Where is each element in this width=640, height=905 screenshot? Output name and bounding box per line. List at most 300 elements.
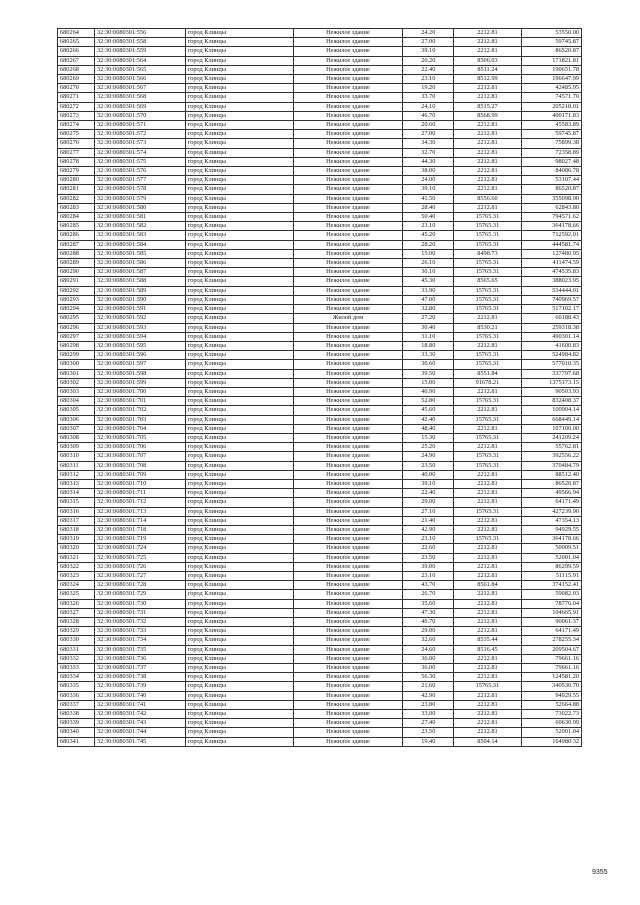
- row-number-cell: 680279: [58, 167, 95, 176]
- area-cell: 31.10: [403, 332, 454, 341]
- area-cell: 45.20: [403, 231, 454, 240]
- cadastral-value-cell: 164980.32: [521, 737, 581, 746]
- cadastral-value-cell: 340530.70: [521, 682, 581, 691]
- specific-value-cell: 8506.03: [454, 56, 522, 65]
- cadastral-value-cell: 53550.00: [521, 29, 581, 38]
- cadastral-number-cell: 32:30:0080301:702: [94, 406, 185, 415]
- table-row: [58, 452, 582, 461]
- cadastral-number-cell: 32:30:0080301:737: [94, 664, 185, 673]
- specific-value-cell: 2212.81: [454, 314, 522, 323]
- object-type-cell: Нежилое здание: [293, 176, 403, 185]
- row-number-cell: 680333: [58, 664, 95, 673]
- cadastral-value-cell: 45583.89: [521, 121, 581, 130]
- area-cell: 24.00: [403, 176, 454, 185]
- cadastral-value-table: [57, 28, 582, 747]
- object-type-cell: Нежилое здание: [293, 452, 403, 461]
- object-type-cell: Нежилое здание: [293, 424, 403, 433]
- object-type-cell: Нежилое здание: [293, 470, 403, 479]
- cadastral-value-cell: 517102.17: [521, 305, 581, 314]
- cadastral-number-cell: 32:30:0080301:573: [94, 139, 185, 148]
- area-cell: 27.00: [403, 130, 454, 139]
- cadastral-number-cell: 32:30:0080301:728: [94, 581, 185, 590]
- specific-value-cell: 2212.81: [454, 130, 522, 139]
- area-cell: 42.90: [403, 691, 454, 700]
- specific-value-cell: 91678.21: [454, 378, 522, 387]
- cadastral-value-cell: 51115.91: [521, 571, 581, 580]
- object-type-cell: Нежилое здание: [293, 341, 403, 350]
- locality-cell: город Клинцы: [185, 590, 293, 599]
- object-type-cell: Нежилое здание: [293, 645, 403, 654]
- locality-cell: город Клинцы: [185, 433, 293, 442]
- row-number-cell: 680341: [58, 737, 95, 746]
- table-row: [58, 139, 582, 148]
- table-row: [58, 608, 582, 617]
- cadastral-number-cell: 32:30:0080301:566: [94, 75, 185, 84]
- cadastral-number-cell: 32:30:0080301:570: [94, 111, 185, 120]
- specific-value-cell: 15765.31: [454, 240, 522, 249]
- locality-cell: город Клинцы: [185, 498, 293, 507]
- cadastral-number-cell: 32:30:0080301:588: [94, 277, 185, 286]
- table-row: [58, 130, 582, 139]
- row-number-cell: 680319: [58, 535, 95, 544]
- table-row: [58, 341, 582, 350]
- row-number-cell: 680324: [58, 581, 95, 590]
- area-cell: 40.70: [403, 618, 454, 627]
- table-row: [58, 470, 582, 479]
- cadastral-number-cell: 32:30:0080301:598: [94, 369, 185, 378]
- table-row: [58, 121, 582, 130]
- object-type-cell: Нежилое здание: [293, 397, 403, 406]
- row-number-cell: 680340: [58, 728, 95, 737]
- area-cell: 50.40: [403, 213, 454, 222]
- table-row: [58, 194, 582, 203]
- specific-value-cell: 2212.81: [454, 443, 522, 452]
- cadastral-value-cell: 1375173.15: [521, 378, 581, 387]
- object-type-cell: Нежилое здание: [293, 249, 403, 258]
- table-row: [58, 673, 582, 682]
- locality-cell: город Клинцы: [185, 130, 293, 139]
- cadastral-value-cell: 364178.66: [521, 222, 581, 231]
- area-cell: 24.10: [403, 102, 454, 111]
- area-cell: 27.40: [403, 719, 454, 728]
- area-cell: 32.70: [403, 148, 454, 157]
- specific-value-cell: 2212.81: [454, 544, 522, 553]
- specific-value-cell: 2212.81: [454, 627, 522, 636]
- table-row: [58, 268, 582, 277]
- object-type-cell: Нежилое здание: [293, 461, 403, 470]
- object-type-cell: Нежилое здание: [293, 581, 403, 590]
- cadastral-value-cell: 55762.81: [521, 443, 581, 452]
- locality-cell: город Клинцы: [185, 314, 293, 323]
- area-cell: 23.50: [403, 461, 454, 470]
- area-cell: 45.60: [403, 406, 454, 415]
- row-number-cell: 680325: [58, 590, 95, 599]
- locality-cell: город Клинцы: [185, 571, 293, 580]
- table-row: [58, 406, 582, 415]
- object-type-cell: Нежилое здание: [293, 507, 403, 516]
- row-number-cell: 680320: [58, 544, 95, 553]
- row-number-cell: 680285: [58, 222, 95, 231]
- object-type-cell: Нежилое здание: [293, 369, 403, 378]
- specific-value-cell: 2212.81: [454, 700, 522, 709]
- cadastral-value-cell: 411474.59: [521, 259, 581, 268]
- row-number-cell: 680300: [58, 360, 95, 369]
- specific-value-cell: 2212.81: [454, 176, 522, 185]
- specific-value-cell: 2212.81: [454, 608, 522, 617]
- cadastral-number-cell: 32:30:0080301:597: [94, 360, 185, 369]
- row-number-cell: 680292: [58, 286, 95, 295]
- object-type-cell: Нежилое здание: [293, 231, 403, 240]
- object-type-cell: Нежилое здание: [293, 148, 403, 157]
- row-number-cell: 680268: [58, 65, 95, 74]
- area-cell: 33.00: [403, 710, 454, 719]
- row-number-cell: 680326: [58, 599, 95, 608]
- locality-cell: город Клинцы: [185, 627, 293, 636]
- specific-value-cell: 15765.31: [454, 507, 522, 516]
- table-row: [58, 728, 582, 737]
- row-number-cell: 680311: [58, 461, 95, 470]
- cadastral-value-cell: 190651.78: [521, 65, 581, 74]
- row-number-cell: 680282: [58, 194, 95, 203]
- area-cell: 33.70: [403, 93, 454, 102]
- table-row: [58, 645, 582, 654]
- cadastral-number-cell: 32:30:0080301:594: [94, 332, 185, 341]
- table-row: [58, 213, 582, 222]
- area-cell: 15.30: [403, 433, 454, 442]
- area-cell: 42.40: [403, 415, 454, 424]
- area-cell: 27.00: [403, 38, 454, 47]
- locality-cell: город Клинцы: [185, 387, 293, 396]
- object-type-cell: Нежилое здание: [293, 535, 403, 544]
- area-cell: 24.20: [403, 29, 454, 38]
- specific-value-cell: 2212.81: [454, 148, 522, 157]
- cadastral-value-cell: 59745.87: [521, 38, 581, 47]
- cadastral-number-cell: 32:30:0080301:576: [94, 167, 185, 176]
- cadastral-value-cell: 364178.66: [521, 535, 581, 544]
- cadastral-number-cell: 32:30:0080301:706: [94, 443, 185, 452]
- cadastral-number-cell: 32:30:0080301:590: [94, 295, 185, 304]
- row-number-cell: 680313: [58, 479, 95, 488]
- locality-cell: город Клинцы: [185, 378, 293, 387]
- specific-value-cell: 2212.81: [454, 673, 522, 682]
- specific-value-cell: 2212.81: [454, 691, 522, 700]
- object-type-cell: Нежилое здание: [293, 728, 403, 737]
- row-number-cell: 680294: [58, 305, 95, 314]
- specific-value-cell: 8512.99: [454, 75, 522, 84]
- cadastral-value-cell: 444581.74: [521, 240, 581, 249]
- cadastral-value-cell: 490301.14: [521, 332, 581, 341]
- specific-value-cell: 2212.81: [454, 618, 522, 627]
- locality-cell: город Клинцы: [185, 295, 293, 304]
- cadastral-number-cell: 32:30:0080301:700: [94, 387, 185, 396]
- cadastral-number-cell: 32:30:0080301:733: [94, 627, 185, 636]
- table-row: [58, 295, 582, 304]
- locality-cell: город Клинцы: [185, 369, 293, 378]
- table-row: [58, 553, 582, 562]
- row-number-cell: 680304: [58, 397, 95, 406]
- object-type-cell: Нежилое здание: [293, 571, 403, 580]
- cadastral-value-cell: 73022.73: [521, 710, 581, 719]
- row-number-cell: 680275: [58, 130, 95, 139]
- locality-cell: город Клинцы: [185, 268, 293, 277]
- row-number-cell: 680301: [58, 369, 95, 378]
- table-row: [58, 664, 582, 673]
- row-number-cell: 680334: [58, 673, 95, 682]
- locality-cell: город Клинцы: [185, 213, 293, 222]
- table-row: [58, 222, 582, 231]
- specific-value-cell: 2212.81: [454, 29, 522, 38]
- specific-value-cell: 8498.73: [454, 249, 522, 258]
- row-number-cell: 680280: [58, 176, 95, 185]
- specific-value-cell: 2212.81: [454, 470, 522, 479]
- cadastral-value-cell: 577010.35: [521, 360, 581, 369]
- cadastral-number-cell: 32:30:0080301:713: [94, 507, 185, 516]
- row-number-cell: 680335: [58, 682, 95, 691]
- area-cell: 18.80: [403, 341, 454, 350]
- cadastral-value-cell: 64171.49: [521, 498, 581, 507]
- cadastral-number-cell: 32:30:0080301:584: [94, 240, 185, 249]
- area-cell: 23.10: [403, 222, 454, 231]
- area-cell: 40.00: [403, 470, 454, 479]
- object-type-cell: Нежилое здание: [293, 590, 403, 599]
- table-row: [58, 38, 582, 47]
- cadastral-value-cell: 86520.87: [521, 47, 581, 56]
- locality-cell: город Клинцы: [185, 139, 293, 148]
- locality-cell: город Клинцы: [185, 249, 293, 258]
- object-type-cell: Нежилое здание: [293, 213, 403, 222]
- area-cell: 21.60: [403, 682, 454, 691]
- specific-value-cell: 15765.31: [454, 305, 522, 314]
- locality-cell: город Клинцы: [185, 608, 293, 617]
- locality-cell: город Клинцы: [185, 121, 293, 130]
- table-row: [58, 443, 582, 452]
- locality-cell: город Клинцы: [185, 544, 293, 553]
- cadastral-number-cell: 32:30:0080301:574: [94, 148, 185, 157]
- table-row: [58, 148, 582, 157]
- object-type-cell: Нежилое здание: [293, 682, 403, 691]
- locality-cell: город Клинцы: [185, 553, 293, 562]
- object-type-cell: Нежилое здание: [293, 700, 403, 709]
- table-row: [58, 277, 582, 286]
- row-number-cell: 680314: [58, 489, 95, 498]
- object-type-cell: Нежилое здание: [293, 38, 403, 47]
- table-row: [58, 360, 582, 369]
- row-number-cell: 680287: [58, 240, 95, 249]
- row-number-cell: 680289: [58, 259, 95, 268]
- table-row: [58, 590, 582, 599]
- specific-value-cell: 2212.81: [454, 121, 522, 130]
- cadastral-value-cell: 400171.83: [521, 111, 581, 120]
- row-number-cell: 680271: [58, 93, 95, 102]
- specific-value-cell: 2212.81: [454, 516, 522, 525]
- locality-cell: город Клинцы: [185, 102, 293, 111]
- row-number-cell: 680318: [58, 525, 95, 534]
- specific-value-cell: 8504.14: [454, 737, 522, 746]
- locality-cell: город Клинцы: [185, 240, 293, 249]
- cadastral-number-cell: 32:30:0080301:735: [94, 645, 185, 654]
- area-cell: 38.00: [403, 167, 454, 176]
- specific-value-cell: 2212.81: [454, 719, 522, 728]
- cadastral-value-cell: 209504.67: [521, 645, 581, 654]
- locality-cell: город Клинцы: [185, 691, 293, 700]
- locality-cell: город Клинцы: [185, 277, 293, 286]
- table-row: [58, 167, 582, 176]
- area-cell: 46.70: [403, 111, 454, 120]
- specific-value-cell: 8515.27: [454, 102, 522, 111]
- area-cell: 20.60: [403, 121, 454, 130]
- cadastral-number-cell: 32:30:0080301:556: [94, 29, 185, 38]
- table-row: [58, 571, 582, 580]
- area-cell: 23.10: [403, 571, 454, 580]
- specific-value-cell: 15765.31: [454, 222, 522, 231]
- area-cell: 20.20: [403, 56, 454, 65]
- area-cell: 29.00: [403, 627, 454, 636]
- cadastral-number-cell: 32:30:0080301:710: [94, 479, 185, 488]
- table-row: [58, 29, 582, 38]
- locality-cell: город Клинцы: [185, 618, 293, 627]
- locality-cell: город Клинцы: [185, 452, 293, 461]
- table-row: [58, 525, 582, 534]
- locality-cell: город Клинцы: [185, 581, 293, 590]
- table-row: [58, 618, 582, 627]
- cadastral-value-cell: 370484.79: [521, 461, 581, 470]
- object-type-cell: Нежилое здание: [293, 406, 403, 415]
- object-type-cell: Нежилое здание: [293, 286, 403, 295]
- row-number-cell: 680338: [58, 710, 95, 719]
- cadastral-value-cell: 84086.78: [521, 167, 581, 176]
- specific-value-cell: 2212.81: [454, 185, 522, 194]
- specific-value-cell: 8516.45: [454, 645, 522, 654]
- locality-cell: город Клинцы: [185, 673, 293, 682]
- area-cell: 39.50: [403, 369, 454, 378]
- cadastral-number-cell: 32:30:0080301:729: [94, 590, 185, 599]
- object-type-cell: Нежилое здание: [293, 65, 403, 74]
- object-type-cell: Нежилое здание: [293, 479, 403, 488]
- row-number-cell: 680299: [58, 351, 95, 360]
- row-number-cell: 680310: [58, 452, 95, 461]
- cadastral-value-cell: 668449.14: [521, 415, 581, 424]
- row-number-cell: 680270: [58, 84, 95, 93]
- area-cell: 39.10: [403, 479, 454, 488]
- object-type-cell: Нежилое здание: [293, 415, 403, 424]
- cadastral-number-cell: 32:30:0080301:583: [94, 231, 185, 240]
- object-type-cell: Нежилое здание: [293, 139, 403, 148]
- area-cell: 34.30: [403, 139, 454, 148]
- cadastral-value-cell: 86520.87: [521, 479, 581, 488]
- object-type-cell: Нежилое здание: [293, 360, 403, 369]
- object-type-cell: Нежилое здание: [293, 544, 403, 553]
- object-type-cell: Нежилое здание: [293, 673, 403, 682]
- cadastral-value-cell: 337797.68: [521, 369, 581, 378]
- row-number-cell: 680315: [58, 498, 95, 507]
- row-number-cell: 680332: [58, 654, 95, 663]
- specific-value-cell: 8561.84: [454, 581, 522, 590]
- locality-cell: город Клинцы: [185, 93, 293, 102]
- cadastral-number-cell: 32:30:0080301:724: [94, 544, 185, 553]
- locality-cell: город Клинцы: [185, 360, 293, 369]
- cadastral-number-cell: 32:30:0080301:704: [94, 424, 185, 433]
- cadastral-number-cell: 32:30:0080301:707: [94, 452, 185, 461]
- cadastral-number-cell: 32:30:0080301:730: [94, 599, 185, 608]
- specific-value-cell: 2212.81: [454, 157, 522, 166]
- cadastral-number-cell: 32:30:0080301:744: [94, 728, 185, 737]
- cadastral-value-cell: 74571.70: [521, 93, 581, 102]
- area-cell: 22.40: [403, 65, 454, 74]
- table-row: [58, 351, 582, 360]
- row-number-cell: 680305: [58, 406, 95, 415]
- locality-cell: город Клинцы: [185, 56, 293, 65]
- cadastral-value-cell: 98027.48: [521, 157, 581, 166]
- table-row: [58, 332, 582, 341]
- locality-cell: город Клинцы: [185, 157, 293, 166]
- area-cell: 32.80: [403, 305, 454, 314]
- locality-cell: город Клинцы: [185, 75, 293, 84]
- object-type-cell: Нежилое здание: [293, 719, 403, 728]
- locality-cell: город Клинцы: [185, 443, 293, 452]
- table-row: [58, 47, 582, 56]
- cadastral-number-cell: 32:30:0080301:567: [94, 84, 185, 93]
- row-number-cell: 680296: [58, 323, 95, 332]
- cadastral-number-cell: 32:30:0080301:742: [94, 710, 185, 719]
- object-type-cell: Нежилое здание: [293, 433, 403, 442]
- cadastral-value-cell: 278255.34: [521, 636, 581, 645]
- cadastral-value-cell: 355098.90: [521, 194, 581, 203]
- cadastral-number-cell: 32:30:0080301:585: [94, 249, 185, 258]
- row-number-cell: 680339: [58, 719, 95, 728]
- cadastral-value-cell: 59082.03: [521, 590, 581, 599]
- table-row: [58, 479, 582, 488]
- table-row: [58, 636, 582, 645]
- cadastral-value-cell: 88512.40: [521, 470, 581, 479]
- specific-value-cell: 8530.21: [454, 323, 522, 332]
- locality-cell: город Клинцы: [185, 664, 293, 673]
- object-type-cell: Нежилое здание: [293, 562, 403, 571]
- specific-value-cell: 2212.81: [454, 590, 522, 599]
- cadastral-number-cell: 32:30:0080301:718: [94, 525, 185, 534]
- cadastral-number-cell: 32:30:0080301:593: [94, 323, 185, 332]
- cadastral-number-cell: 32:30:0080301:596: [94, 351, 185, 360]
- table-row: [58, 259, 582, 268]
- locality-cell: город Клинцы: [185, 111, 293, 120]
- area-cell: 25.20: [403, 443, 454, 452]
- object-type-cell: Нежилое здание: [293, 203, 403, 212]
- locality-cell: город Клинцы: [185, 29, 293, 38]
- locality-cell: город Клинцы: [185, 351, 293, 360]
- area-cell: 15.00: [403, 378, 454, 387]
- cadastral-value-cell: 171821.81: [521, 56, 581, 65]
- locality-cell: город Клинцы: [185, 654, 293, 663]
- cadastral-value-cell: 90061.37: [521, 618, 581, 627]
- row-number-cell: 680290: [58, 268, 95, 277]
- row-number-cell: 680283: [58, 203, 95, 212]
- row-number-cell: 680293: [58, 295, 95, 304]
- object-type-cell: Нежилое здание: [293, 29, 403, 38]
- row-number-cell: 680309: [58, 443, 95, 452]
- locality-cell: город Клинцы: [185, 323, 293, 332]
- locality-cell: город Клинцы: [185, 185, 293, 194]
- specific-value-cell: 2212.81: [454, 664, 522, 673]
- area-cell: 27.20: [403, 314, 454, 323]
- row-number-cell: 680272: [58, 102, 95, 111]
- table-row: [58, 654, 582, 663]
- cadastral-value-cell: 79661.16: [521, 664, 581, 673]
- table-row: [58, 369, 582, 378]
- table-row: [58, 176, 582, 185]
- object-type-cell: Нежилое здание: [293, 222, 403, 231]
- table-row: [58, 710, 582, 719]
- cadastral-value-cell: 60630.99: [521, 719, 581, 728]
- row-number-cell: 680302: [58, 378, 95, 387]
